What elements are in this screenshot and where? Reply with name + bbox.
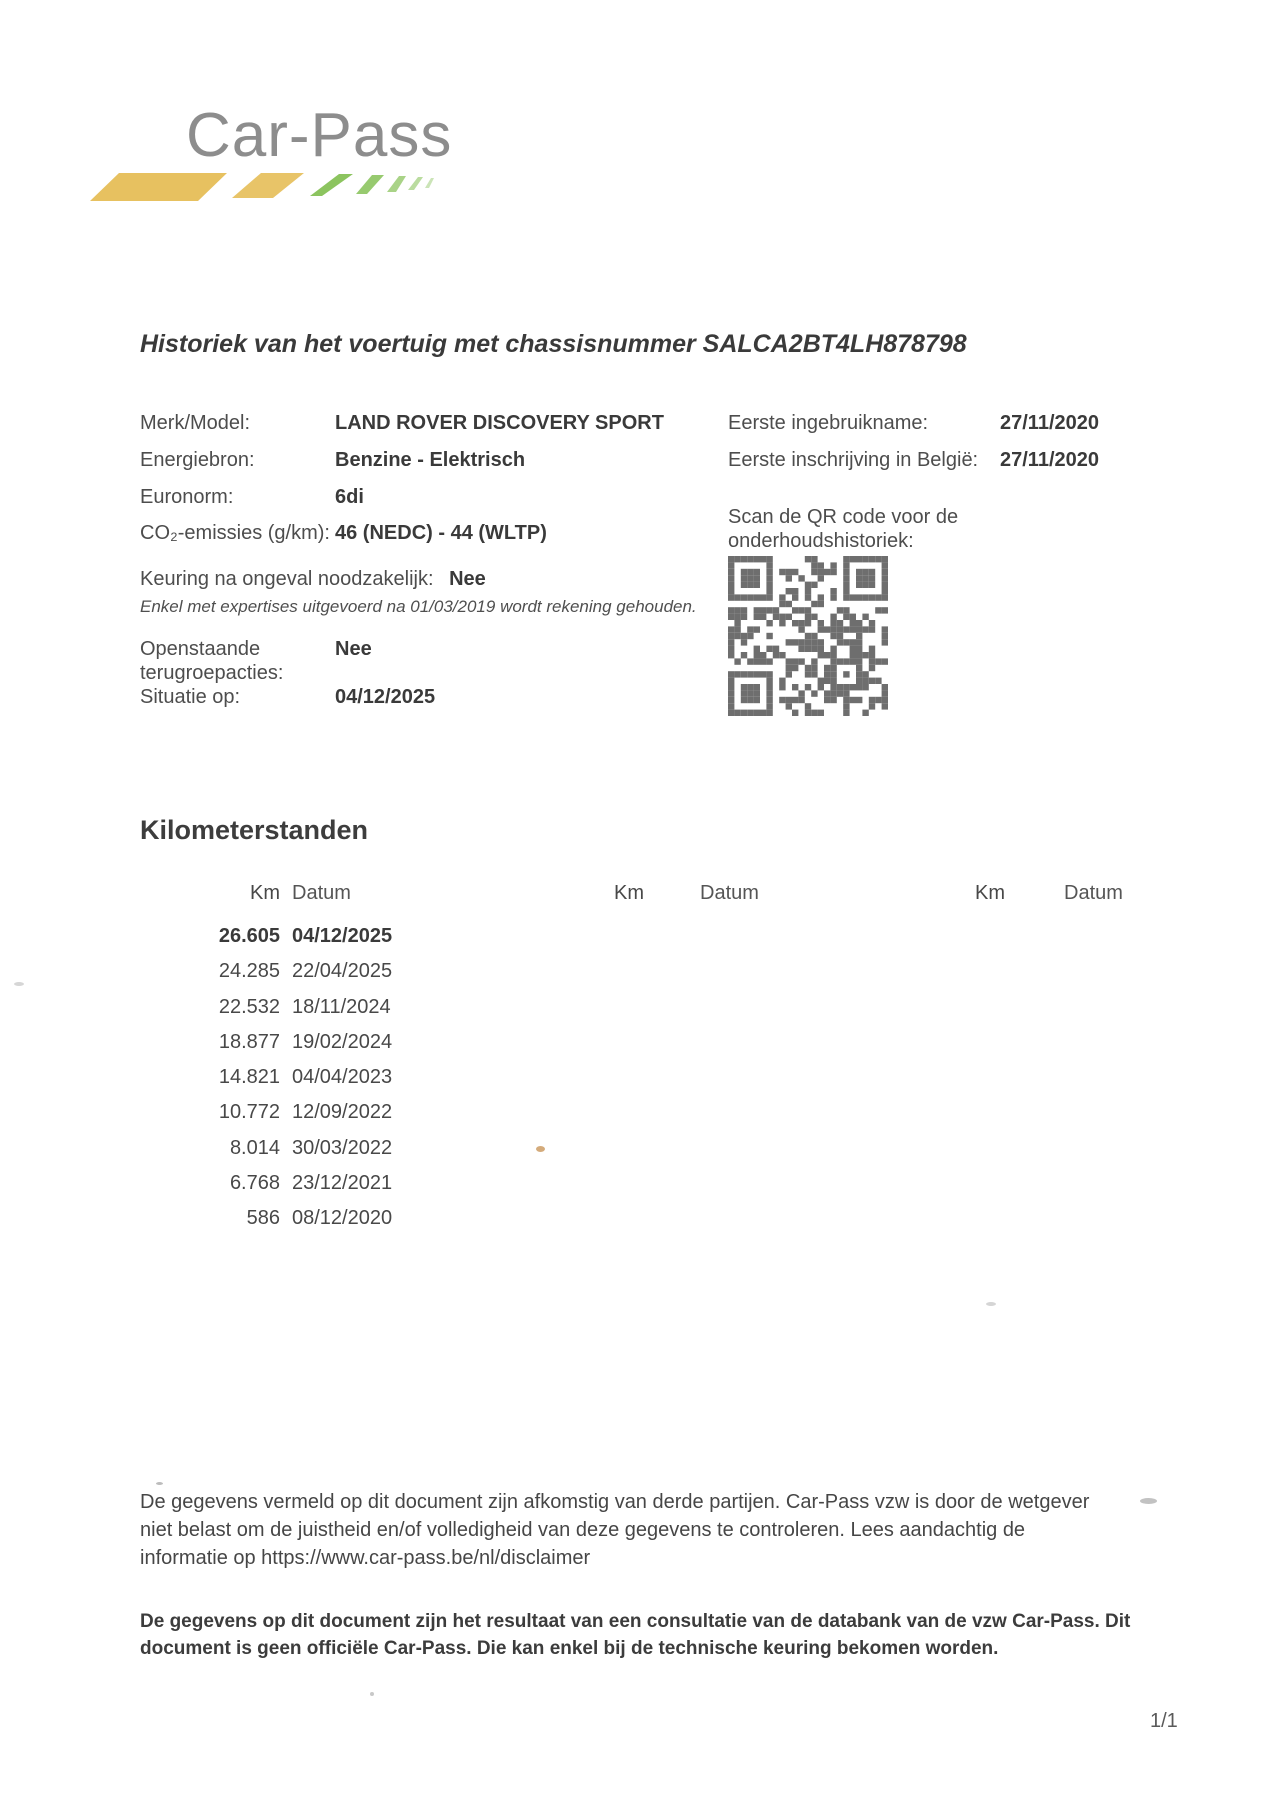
keuring-note: Enkel met expertises uitgevoerd na 01/03/2019 wordt rekening gehouden.: [140, 597, 697, 616]
scan-artifact: [1140, 1498, 1157, 1504]
eerste-inschrijving-value: 27/11/2020: [1000, 449, 1099, 471]
co2-emissies-label: CO₂-emissies (g/km):: [140, 522, 330, 544]
energiebron-label: Energiebron:: [140, 449, 255, 471]
odometer-km: 18.877: [218, 1031, 280, 1053]
odometer-km: 26.605: [218, 925, 280, 947]
odometer-date: 18/11/2024: [292, 996, 391, 1018]
terugroepacties-label-line2: terugroepacties:: [140, 662, 284, 684]
kilometerstanden-heading: Kilometerstanden: [140, 815, 369, 845]
odometer-date: 30/03/2022: [292, 1137, 393, 1159]
disclaimer-paragraph-1: De gegevens vermeld op dit document zijn afkomstig van derde partijen. Car-Pass vzw is door de wetgever niet belast om de juistheid en/of volledigheid van deze gegevens te controleren. Lees aandachtig de informatie op https://www.car-pass.be/nl/disclaimer: [140, 1491, 1090, 1569]
odometer-km: 8.014: [229, 1137, 280, 1159]
odometer-date: 08/12/2020: [292, 1207, 393, 1229]
scan-artifact: [370, 1692, 374, 1696]
col-header-datum-2: Datum: [700, 882, 759, 904]
scan-artifact: [986, 1302, 996, 1306]
situatie-op-value: 04/12/2025: [335, 686, 436, 708]
col-header-km-2: Km: [614, 882, 644, 904]
odometer-row: [180, 1207, 392, 1230]
scan-artifact: [14, 982, 24, 986]
col-header-km-3: Km: [975, 882, 1005, 904]
scan-artifact: [156, 1482, 163, 1485]
merk-model-label: Merk/Model:: [140, 412, 251, 434]
odometer-date: 19/02/2024: [292, 1031, 393, 1053]
odometer-km: 24.285: [218, 960, 280, 982]
scan-artifact: [536, 1146, 545, 1152]
odometer-km: 6.768: [229, 1172, 280, 1194]
odometer-row: [180, 925, 392, 948]
eerste-ingebruikname-value: 27/11/2020: [1000, 412, 1099, 434]
keuring-label-text: Keuring na ongeval noodzakelijk:: [140, 568, 434, 590]
eerste-inschrijving-label: Eerste inschrijving in België:: [728, 449, 979, 471]
disclaimer-paragraph-2: De gegevens op dit document zijn het resultaat van een consultatie van de databank van de vzw Car-Pass. Dit document is geen officiële Car-Pass. Die kan enkel bij de technische keuring bekomen worden.: [140, 1611, 1131, 1659]
keuring-value: Nee: [449, 568, 486, 590]
odometer-row: [180, 960, 392, 983]
terugroepacties-value: Nee: [335, 638, 372, 660]
odometer-row: [180, 1172, 392, 1195]
col-header-km-1: Km: [250, 882, 280, 904]
qr-caption-line2: onderhoudshistoriek:: [728, 530, 914, 552]
odometer-km: 22.532: [218, 996, 280, 1018]
odometer-km: 14.821: [218, 1066, 280, 1088]
odometer-km: 10.772: [218, 1101, 280, 1123]
page-title: Historiek van het voertuig met chassisnummer SALCA2BT4LH878798: [140, 330, 967, 358]
car-pass-logo-chevrons-icon: [85, 165, 445, 210]
odometer-row: [180, 996, 391, 1019]
situatie-op-label: Situatie op:: [140, 686, 241, 708]
qr-caption-line1: Scan de QR code voor de: [728, 506, 959, 528]
odometer-date: 22/04/2025: [292, 960, 393, 982]
odometer-row: [180, 1137, 392, 1160]
page-number: 1/1: [1150, 1710, 1178, 1732]
terugroepacties-label-line1: Openstaande: [140, 638, 261, 660]
car-pass-logo-text: Car-Pass: [186, 101, 453, 170]
euronorm-label: Euronorm:: [140, 486, 234, 508]
energiebron-value: Benzine - Elektrisch: [335, 449, 526, 471]
co2-emissies-value: 46 (NEDC) - 44 (WLTP): [335, 522, 547, 544]
eerste-ingebruikname-label: Eerste ingebruikname:: [728, 412, 929, 434]
odometer-date: 12/09/2022: [292, 1101, 393, 1123]
col-header-datum-1: Datum: [292, 882, 351, 904]
odometer-date: 04/12/2025: [292, 925, 393, 947]
euronorm-value: 6di: [335, 486, 364, 508]
odometer-row: [180, 1066, 392, 1089]
merk-model-value: LAND ROVER DISCOVERY SPORT: [335, 412, 664, 434]
odometer-date: 04/04/2023: [292, 1066, 393, 1088]
odometer-date: 23/12/2021: [292, 1172, 393, 1194]
odometer-km: 586: [246, 1207, 280, 1229]
odometer-row: [180, 1101, 392, 1124]
odometer-row: [180, 1031, 392, 1054]
qr-code: [728, 556, 888, 716]
col-header-datum-3: Datum: [1064, 882, 1123, 904]
keuring-label: [140, 568, 486, 591]
